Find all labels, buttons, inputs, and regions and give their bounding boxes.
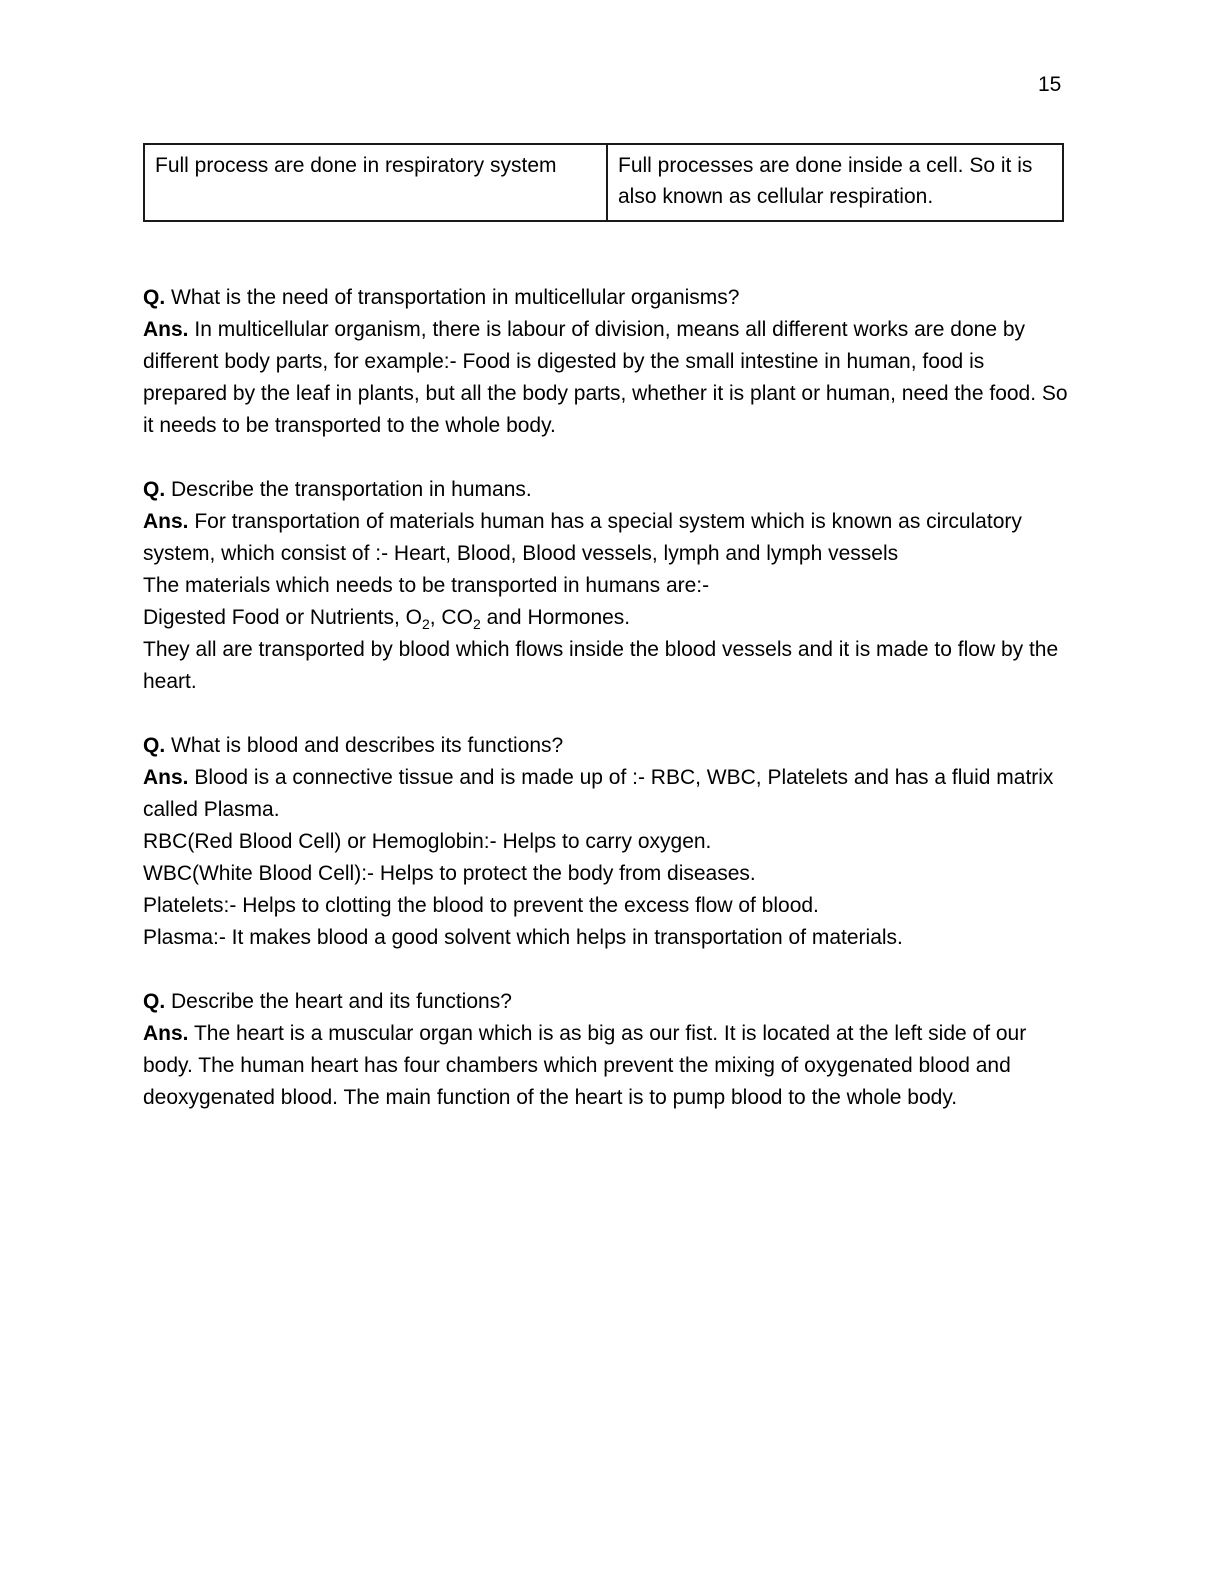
- answer-label: Ans.: [143, 510, 189, 533]
- materials-intro-line: The materials which needs to be transported in humans are:-: [143, 574, 710, 597]
- materials-formula-line: [143, 602, 1069, 634]
- question-line: [143, 474, 1069, 506]
- answer-paragraph: [143, 314, 1069, 442]
- formula-text: , CO: [429, 606, 473, 629]
- detail-line-platelets: Platelets:- Helps to clotting the blood to prevent the excess flow of blood.: [143, 894, 819, 917]
- answer-label: Ans.: [143, 1022, 189, 1045]
- question-label: Q.: [143, 990, 166, 1013]
- detail-line-wbc: WBC(White Blood Cell):- Helps to protect the body from diseases.: [143, 862, 756, 885]
- question-label: Q.: [143, 286, 166, 309]
- answer-text: In multicellular organism, there is labour of division, means all different works are done by different body parts, for example:- Food is digested by the small intestine in human, food is prepared by the leaf in plants, but all the body parts, whether it is plant or human, need the food. So it needs to be transported to the whole body.: [143, 318, 1068, 437]
- answer-text: Blood is a connective tissue and is made up of :- RBC, WBC, Platelets and has a fluid matrix called Plasma.: [143, 766, 1054, 821]
- question-line: [143, 986, 1069, 1018]
- page-number: 15: [1038, 73, 1062, 96]
- formula-text: and Hormones.: [480, 606, 631, 629]
- question-label: Q.: [143, 734, 166, 757]
- detail-line-rbc: RBC(Red Blood Cell) or Hemoglobin:- Helps to carry oxygen.: [143, 830, 712, 853]
- question-text: Describe the heart and its functions?: [171, 990, 512, 1013]
- answer-paragraph: [143, 1018, 1069, 1114]
- qa-block-blood-functions: [143, 730, 1069, 954]
- answer-paragraph: [143, 506, 1069, 570]
- qa-content: [143, 282, 1069, 1146]
- question-text: What is blood and describes its functions?: [171, 734, 564, 757]
- question-text: What is the need of transportation in multicellular organisms?: [171, 286, 740, 309]
- table-row: [144, 144, 1063, 221]
- answer-text: For transportation of materials human has a special system which is known as circulatory system, which consist of :- Heart, Blood, Blood vessels, lymph and lymph vessels: [143, 510, 1022, 565]
- subscript: 2: [421, 616, 430, 633]
- closing-line: They all are transported by blood which flows inside the blood vessels and it is made to flow by the heart.: [143, 638, 1059, 693]
- subscript: 2: [472, 616, 481, 633]
- formula-text: Digested Food or Nutrients, O: [143, 606, 422, 629]
- comparison-table: [143, 143, 1064, 222]
- answer-paragraph: [143, 762, 1069, 826]
- question-line: [143, 730, 1069, 762]
- question-text: Describe the transportation in humans.: [171, 478, 532, 501]
- answer-text: The heart is a muscular organ which is as big as our fist. It is located at the left side of our body. The human heart has four chambers which prevent the mixing of oxygenated blood and deoxygenated blood. The main function of the heart is to pump blood to the whole body.: [143, 1022, 1027, 1109]
- answer-label: Ans.: [143, 766, 189, 789]
- qa-block-transportation-need: [143, 282, 1069, 442]
- table-cell-respiratory: Full process are done in respiratory system: [144, 144, 607, 221]
- qa-block-transportation-humans: [143, 474, 1069, 698]
- answer-label: Ans.: [143, 318, 189, 341]
- question-line: [143, 282, 1069, 314]
- detail-line-plasma: Plasma:- It makes blood a good solvent which helps in transportation of materials.: [143, 926, 903, 949]
- table-cell-cellular: Full processes are done inside a cell. So it is also known as cellular respiration.: [607, 144, 1063, 221]
- qa-block-heart-functions: [143, 986, 1069, 1114]
- question-label: Q.: [143, 478, 166, 501]
